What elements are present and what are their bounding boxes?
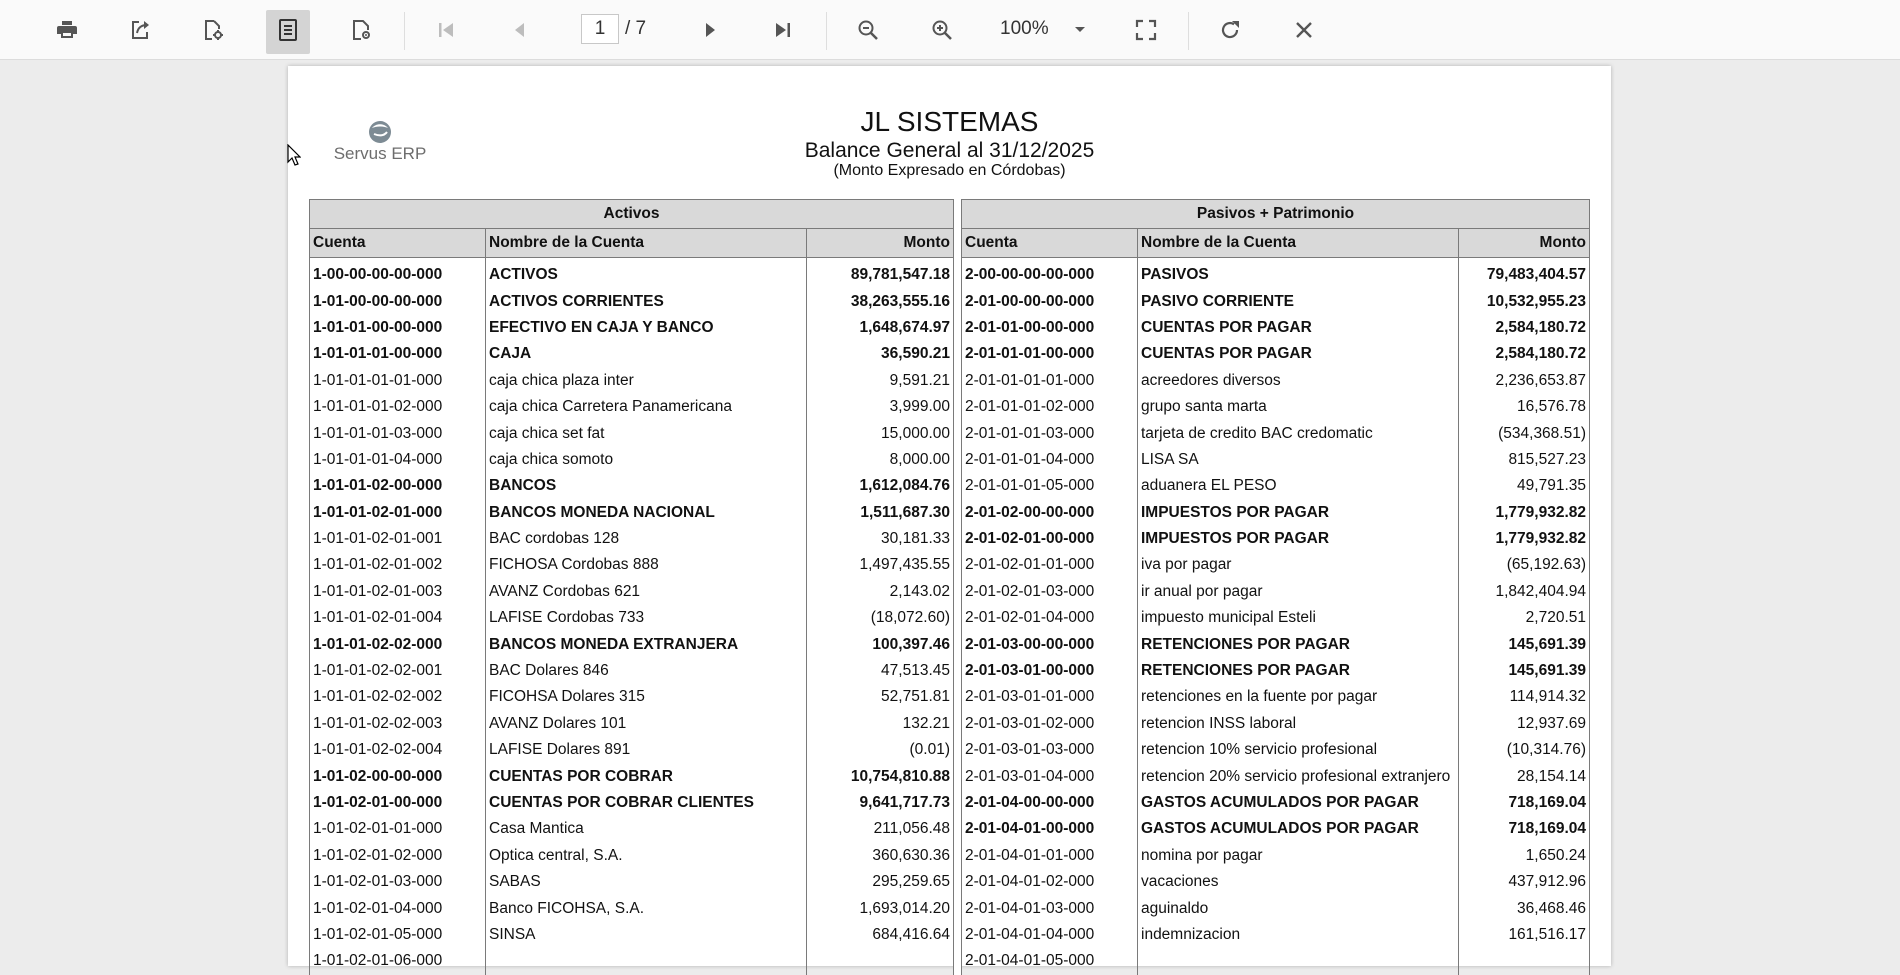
asset-account-cell: 1-01-01-02-01-003 [310,579,486,605]
asset-account-cell: 1-01-01-02-01-002 [310,552,486,578]
asset-name-cell: caja chica set fat [486,420,807,446]
export-icon [128,18,152,42]
liability-name-cell: ir anual por pagar [1138,579,1459,605]
asset-amount-cell: 2,143.02 [807,579,954,605]
asset-name-cell: ACTIVOS CORRIENTES [486,288,807,314]
asset-account-cell: 1-00-00-00-00-000 [310,258,486,289]
table-row [310,843,1590,869]
logo-text: Servus ERP [333,144,427,163]
column-separator [954,420,962,446]
liability-account-cell: 2-00-00-00-00-000 [962,258,1138,289]
asset-amount-cell: 211,056.48 [807,816,954,842]
asset-amount-cell: 1,497,435.55 [807,552,954,578]
asset-name-cell: CUENTAS POR COBRAR CLIENTES [486,790,807,816]
liability-account-cell: 2-01-01-01-03-000 [962,420,1138,446]
column-header-amount: Monto [1459,229,1590,258]
export-button[interactable] [118,0,162,60]
liability-account-cell: 2-01-04-00-00-000 [962,790,1138,816]
liability-name-cell: retencion INSS laboral [1138,711,1459,737]
refresh-icon [1218,18,1242,42]
asset-account-cell: 1-01-02-01-05-000 [310,922,486,948]
asset-account-cell: 1-01-02-01-04-000 [310,895,486,921]
asset-amount-cell: 360,630.36 [807,843,954,869]
liability-account-cell: 2-01-02-01-00-000 [962,526,1138,552]
table-row [310,368,1590,394]
page-number-input[interactable]: 1 [581,14,619,44]
asset-account-cell: 1-01-01-02-00-000 [310,473,486,499]
first-page-button[interactable] [424,0,468,60]
liability-amount-cell: 16,576.78 [1459,394,1590,420]
liability-account-cell: 2-01-01-01-01-000 [962,368,1138,394]
liability-name-cell: iva por pagar [1138,552,1459,578]
asset-account-cell: 1-01-01-02-02-003 [310,711,486,737]
next-page-icon [699,19,721,41]
liability-name-cell: retencion 20% servicio profesional extranjero [1138,763,1459,789]
asset-amount-cell: 47,513.45 [807,658,954,684]
asset-name-cell [486,948,807,974]
asset-amount-cell: 9,641,717.73 [807,790,954,816]
liability-name-cell: aduanera EL PESO [1138,473,1459,499]
table-row [310,552,1590,578]
column-header-account: Cuenta [310,229,486,258]
column-separator [954,288,962,314]
asset-name-cell: LAFISE Cordobas 733 [486,605,807,631]
zoom-out-icon [856,18,880,42]
asset-name-cell: Optica central, S.A. [486,843,807,869]
toolbar-divider [826,12,827,50]
liability-amount-cell: 815,527.23 [1459,447,1590,473]
asset-name-cell: AVANZ Cordobas 621 [486,579,807,605]
asset-account-cell: 1-01-02-01-03-000 [310,869,486,895]
page-settings-icon [349,18,373,42]
liability-amount-cell: 49,791.35 [1459,473,1590,499]
asset-name-cell: EFECTIVO EN CAJA Y BANCO [486,315,807,341]
asset-amount-cell: 132.21 [807,711,954,737]
column-separator [954,229,962,258]
liability-account-cell: 2-01-01-01-00-000 [962,341,1138,367]
liability-amount-cell: 1,842,404.94 [1459,579,1590,605]
asset-account-cell: 1-01-01-01-01-000 [310,368,486,394]
column-separator [954,200,962,229]
asset-account-cell: 1-01-01-01-02-000 [310,394,486,420]
asset-name-cell: BANCOS [486,473,807,499]
asset-name-cell: ACTIVOS [486,258,807,289]
asset-name-cell: caja chica plaza inter [486,368,807,394]
report-title: Balance General al 31/12/2025 [804,139,1095,162]
liability-amount-cell: 79,483,404.57 [1459,258,1590,289]
column-header-name: Nombre de la Cuenta [1138,229,1459,258]
liability-name-cell: CUENTAS POR PAGAR [1138,341,1459,367]
previous-page-icon [509,19,531,41]
liability-account-cell: 2-01-02-01-04-000 [962,605,1138,631]
table-row [310,420,1590,446]
page-total-label: / 7 [625,18,647,39]
asset-name-cell: BAC cordobas 128 [486,526,807,552]
zoom-in-button[interactable] [920,0,964,60]
liability-amount-cell: (65,192.63) [1459,552,1590,578]
asset-amount-cell: 38,263,555.16 [807,288,954,314]
asset-account-cell: 1-01-02-01-00-000 [310,790,486,816]
table-row [310,258,1590,289]
liability-name-cell: GASTOS ACUMULADOS POR PAGAR [1138,816,1459,842]
asset-account-cell: 1-01-01-02-01-004 [310,605,486,631]
table-row [310,288,1590,314]
liability-account-cell: 2-01-01-01-05-000 [962,473,1138,499]
liability-amount-cell: 2,236,653.87 [1459,368,1590,394]
fullscreen-button[interactable] [1124,0,1168,60]
asset-amount-cell: (18,072.60) [807,605,954,631]
liability-name-cell: LISA SA [1138,447,1459,473]
asset-name-cell: BANCOS MONEDA NACIONAL [486,500,807,526]
liability-name-cell: nomina por pagar [1138,843,1459,869]
asset-account-cell: 1-01-02-01-01-000 [310,816,486,842]
asset-name-cell: BAC Dolares 846 [486,658,807,684]
column-separator [954,790,962,816]
column-separator [954,315,962,341]
table-row [310,763,1590,789]
liability-amount-cell: 437,912.96 [1459,869,1590,895]
column-separator [954,816,962,842]
column-separator [954,869,962,895]
liability-amount-cell: 36,468.46 [1459,895,1590,921]
liability-account-cell: 2-01-04-01-05-000 [962,948,1138,974]
asset-account-cell: 1-01-02-01-06-000 [310,948,486,974]
column-separator [954,948,962,974]
table-row [310,447,1590,473]
liability-account-cell: 2-01-03-01-02-000 [962,711,1138,737]
asset-account-cell: 1-01-01-02-02-000 [310,631,486,657]
refresh-button[interactable] [1208,0,1252,60]
liability-account-cell: 2-01-02-01-03-000 [962,579,1138,605]
liability-account-cell: 2-01-03-01-00-000 [962,658,1138,684]
asset-amount-cell: 8,000.00 [807,447,954,473]
liability-account-cell: 2-01-04-01-04-000 [962,922,1138,948]
liability-name-cell: grupo santa marta [1138,394,1459,420]
liability-name-cell: GASTOS ACUMULADOS POR PAGAR [1138,790,1459,816]
column-separator [954,737,962,763]
table-row [310,790,1590,816]
asset-amount-cell: 89,781,547.18 [807,258,954,289]
asset-name-cell: SINSA [486,922,807,948]
table-row [310,658,1590,684]
asset-name-cell: CUENTAS POR COBRAR [486,763,807,789]
asset-account-cell: 1-01-01-00-00-000 [310,315,486,341]
table-row [310,473,1590,499]
liability-account-cell: 2-01-04-01-03-000 [962,895,1138,921]
liability-amount-cell: 2,584,180.72 [1459,341,1590,367]
table-row [310,737,1590,763]
liability-name-cell: IMPUESTOS POR PAGAR [1138,526,1459,552]
column-separator [954,394,962,420]
liability-amount-cell: (10,314.76) [1459,737,1590,763]
liability-amount-cell: (534,368.51) [1459,420,1590,446]
viewer-toolbar [0,0,1900,60]
column-separator [954,473,962,499]
column-separator [954,552,962,578]
asset-account-cell: 1-01-01-01-00-000 [310,341,486,367]
asset-account-cell: 1-01-00-00-00-000 [310,288,486,314]
liability-name-cell: retenciones en la fuente por pagar [1138,684,1459,710]
liabilities-section-header: Pasivos + Patrimonio [962,200,1590,229]
column-separator [954,711,962,737]
liability-account-cell: 2-01-02-01-01-000 [962,552,1138,578]
liability-amount-cell: 2,584,180.72 [1459,315,1590,341]
column-header-name: Nombre de la Cuenta [486,229,807,258]
liability-account-cell: 2-01-03-01-04-000 [962,763,1138,789]
table-row [310,526,1590,552]
asset-amount-cell: 10,754,810.88 [807,763,954,789]
column-separator [954,579,962,605]
liability-name-cell: impuesto municipal Esteli [1138,605,1459,631]
liability-name-cell: PASIVOS [1138,258,1459,289]
previous-page-button[interactable] [498,0,542,60]
table-row [310,922,1590,948]
asset-amount-cell: 1,511,687.30 [807,500,954,526]
liability-amount-cell: 161,516.17 [1459,922,1590,948]
next-page-button[interactable] [688,0,732,60]
liability-name-cell: CUENTAS POR PAGAR [1138,315,1459,341]
liability-account-cell: 2-01-00-00-00-000 [962,288,1138,314]
column-separator [954,526,962,552]
asset-name-cell: Banco FICOHSA, S.A. [486,895,807,921]
asset-amount-cell: 295,259.65 [807,869,954,895]
liability-amount-cell: 718,169.04 [1459,816,1590,842]
asset-amount-cell: 1,648,674.97 [807,315,954,341]
asset-name-cell: AVANZ Dolares 101 [486,711,807,737]
asset-name-cell: caja chica somoto [486,447,807,473]
liability-amount-cell: 1,650.24 [1459,843,1590,869]
table-row [310,869,1590,895]
last-page-button[interactable] [761,0,805,60]
liability-account-cell: 2-01-01-00-00-000 [962,315,1138,341]
asset-amount-cell: 1,693,014.20 [807,895,954,921]
liability-account-cell: 2-01-01-01-04-000 [962,447,1138,473]
fullscreen-icon [1134,18,1158,42]
liability-account-cell: 2-01-02-00-00-000 [962,500,1138,526]
liability-amount-cell: 10,532,955.23 [1459,288,1590,314]
asset-amount-cell: 36,590.21 [807,341,954,367]
liability-name-cell: vacaciones [1138,869,1459,895]
asset-name-cell: Casa Mantica [486,816,807,842]
asset-account-cell: 1-01-01-02-02-001 [310,658,486,684]
asset-account-cell: 1-01-01-02-01-000 [310,500,486,526]
zoom-in-icon [930,18,954,42]
asset-name-cell: FICOHSA Dolares 315 [486,684,807,710]
table-row [310,500,1590,526]
asset-account-cell: 1-01-02-00-00-000 [310,763,486,789]
liability-name-cell: acreedores diversos [1138,368,1459,394]
toolbar-divider [1188,12,1189,50]
export-settings-icon [201,18,225,42]
asset-account-cell: 1-01-01-02-02-004 [310,737,486,763]
liability-amount-cell: 718,169.04 [1459,790,1590,816]
asset-account-cell: 1-01-02-01-02-000 [310,843,486,869]
table-row [310,895,1590,921]
column-separator [954,258,962,289]
column-separator [954,631,962,657]
liability-name-cell: IMPUESTOS POR PAGAR [1138,500,1459,526]
liability-account-cell: 2-01-01-01-02-000 [962,394,1138,420]
liability-amount-cell: 145,691.39 [1459,658,1590,684]
balance-sheet-table [309,199,1590,975]
table-row [310,816,1590,842]
liability-amount-cell [1459,948,1590,974]
column-header-amount: Monto [807,229,954,258]
first-page-icon [435,19,457,41]
liability-amount-cell: 1,779,932.82 [1459,500,1590,526]
table-row [310,341,1590,367]
page-view-button[interactable] [266,0,310,60]
asset-name-cell: LAFISE Dolares 891 [486,737,807,763]
asset-account-cell: 1-01-01-02-02-002 [310,684,486,710]
asset-account-cell: 1-01-01-02-01-001 [310,526,486,552]
table-row [310,579,1590,605]
asset-name-cell: caja chica Carretera Panamericana [486,394,807,420]
asset-account-cell: 1-01-01-01-03-000 [310,420,486,446]
column-separator [954,895,962,921]
liability-amount-cell: 28,154.14 [1459,763,1590,789]
column-separator [954,500,962,526]
last-page-icon [772,19,794,41]
asset-amount-cell [807,948,954,974]
asset-amount-cell: 1,612,084.76 [807,473,954,499]
asset-amount-cell: 100,397.46 [807,631,954,657]
liability-amount-cell: 1,779,932.82 [1459,526,1590,552]
asset-name-cell: BANCOS MONEDA EXTRANJERA [486,631,807,657]
chevron-down-icon [1074,26,1086,34]
report-subtitle: (Monto Expresado en Córdobas) [833,162,1066,179]
zoom-level-select[interactable]: 100% [1000,18,1049,39]
page-settings-button[interactable] [339,0,383,60]
liability-amount-cell: 2,720.51 [1459,605,1590,631]
toolbar-divider [404,12,405,50]
asset-amount-cell: 30,181.33 [807,526,954,552]
column-separator [954,922,962,948]
page-view-icon [277,18,299,42]
column-separator [954,368,962,394]
asset-name-cell: FICHOSA Cordobas 888 [486,552,807,578]
liability-account-cell: 2-01-03-01-01-000 [962,684,1138,710]
table-row [310,948,1590,974]
column-separator [954,341,962,367]
column-header-account: Cuenta [962,229,1138,258]
asset-amount-cell: (0.01) [807,737,954,763]
liability-account-cell: 2-01-04-01-00-000 [962,816,1138,842]
column-separator [954,605,962,631]
asset-account-cell: 1-01-01-01-04-000 [310,447,486,473]
close-button[interactable] [1282,0,1326,60]
table-row [310,684,1590,710]
asset-amount-cell: 684,416.64 [807,922,954,948]
print-button[interactable] [45,0,89,60]
company-name: JL SISTEMAS [860,106,1039,137]
zoom-dropdown-button[interactable] [1070,0,1090,60]
table-row [310,394,1590,420]
liability-name-cell: tarjeta de credito BAC credomatic [1138,420,1459,446]
asset-amount-cell: 9,591.21 [807,368,954,394]
zoom-out-button[interactable] [846,0,890,60]
export-settings-button[interactable] [191,0,235,60]
mouse-cursor-icon [287,144,301,166]
column-separator [954,447,962,473]
liability-name-cell: RETENCIONES POR PAGAR [1138,658,1459,684]
liability-account-cell: 2-01-04-01-01-000 [962,843,1138,869]
table-row [310,315,1590,341]
asset-amount-cell: 52,751.81 [807,684,954,710]
print-icon [55,18,79,42]
assets-section-header: Activos [310,200,954,229]
asset-amount-cell: 3,999.00 [807,394,954,420]
column-separator [954,843,962,869]
liability-name-cell: retencion 10% servicio profesional [1138,737,1459,763]
liability-amount-cell: 12,937.69 [1459,711,1590,737]
liability-name-cell: aguinaldo [1138,895,1459,921]
liability-account-cell: 2-01-03-00-00-000 [962,631,1138,657]
liability-amount-cell: 114,914.32 [1459,684,1590,710]
liability-account-cell: 2-01-03-01-03-000 [962,737,1138,763]
liability-name-cell [1138,948,1459,974]
asset-name-cell: SABAS [486,869,807,895]
liability-name-cell: indemnizacion [1138,922,1459,948]
column-separator [954,684,962,710]
table-row [310,605,1590,631]
close-icon [1293,19,1315,41]
liability-name-cell: RETENCIONES POR PAGAR [1138,631,1459,657]
column-separator [954,763,962,789]
liability-amount-cell: 145,691.39 [1459,631,1590,657]
table-row [310,711,1590,737]
asset-name-cell: CAJA [486,341,807,367]
report-page [288,66,1611,970]
liability-account-cell: 2-01-04-01-02-000 [962,869,1138,895]
table-row [310,631,1590,657]
column-separator [954,658,962,684]
asset-amount-cell: 15,000.00 [807,420,954,446]
liability-name-cell: PASIVO CORRIENTE [1138,288,1459,314]
